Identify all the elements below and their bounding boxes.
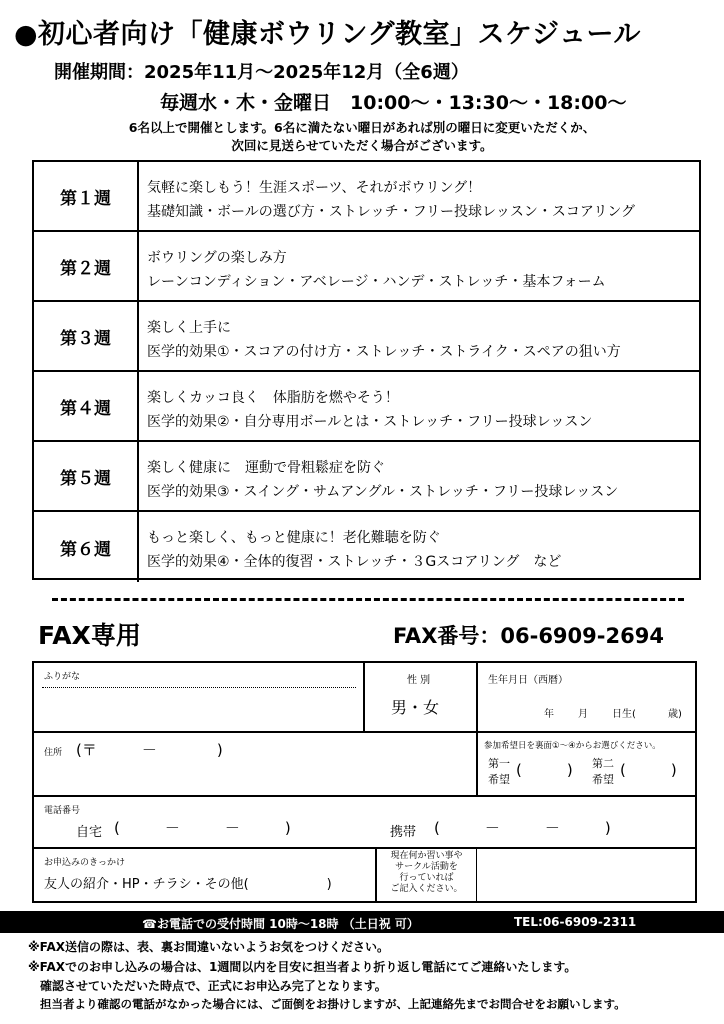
week-label: 第２週 bbox=[34, 232, 139, 300]
first-choice-label-2: 希望 bbox=[488, 773, 510, 786]
week-content bbox=[139, 372, 699, 440]
postal-code-input[interactable]: (〒 － ) bbox=[76, 741, 223, 759]
preferred-day-field bbox=[478, 733, 695, 797]
second-choice-label: 第二 bbox=[592, 757, 614, 770]
hobby-prompt-line-3: 行っていれば bbox=[399, 873, 454, 883]
home-phone-input[interactable]: ( － － ) bbox=[114, 819, 291, 837]
week-topic: 楽しく上手に bbox=[147, 320, 231, 336]
notice-line-1: 6名以上で開催とします。6名に満たない曜日があれば別の曜日に変更いただくか、 bbox=[128, 120, 596, 135]
furigana-label: ふりがな bbox=[44, 672, 81, 682]
week-topic: ボウリングの楽しみ方 bbox=[147, 250, 287, 266]
week-content bbox=[139, 512, 699, 582]
phone-field bbox=[34, 797, 695, 849]
schedule-row bbox=[34, 512, 699, 582]
schedule-row bbox=[34, 162, 699, 232]
hobby-prompt-line-4: ご記入ください。 bbox=[390, 884, 463, 894]
week-details: レーンコンディション・アベレージ・ハンデ・ストレッチ・基本フォーム bbox=[147, 274, 606, 290]
gender-field[interactable] bbox=[365, 663, 478, 733]
week-details: 医学的効果③・スイング・サムアングル・ストレッチ・フリー投球レッスン bbox=[147, 484, 619, 500]
gender-options[interactable]: 男・女 bbox=[391, 698, 440, 717]
hobby-prompt-line-2: サークル活動を bbox=[395, 862, 458, 872]
name-field[interactable] bbox=[34, 663, 365, 733]
week-topic: 気軽に楽しもう！生涯スポーツ、それがボウリング！ bbox=[147, 180, 482, 196]
footer-note-1: ※FAX送信の際は、表、裏お間違いないようお気をつけください。 bbox=[28, 940, 390, 954]
schedule-row bbox=[34, 372, 699, 442]
hobby-prompt-line-1: 現在何か習い事や bbox=[390, 851, 463, 861]
footer-note-2: ※FAXでのお申し込みの場合は、1週間以内を目安に担当者より折り返し電話にてご連絡いたします。 bbox=[28, 960, 577, 974]
birthdate-label: 生年月日（西暦） bbox=[488, 675, 568, 686]
footer-note-3: 確認させていただいた時点で、正式にお申込み完了となります。 bbox=[40, 979, 387, 993]
page-title: ●初心者向け「健康ボウリング教室」スケジュール bbox=[14, 19, 641, 50]
week-label: 第６週 bbox=[34, 512, 139, 582]
furigana-divider bbox=[42, 687, 356, 688]
age-unit: 歳) bbox=[668, 709, 682, 720]
second-choice-label-2: 希望 bbox=[592, 773, 614, 786]
fax-only-heading: FAX専用 bbox=[38, 621, 141, 650]
week-label: 第１週 bbox=[34, 162, 139, 230]
week-content bbox=[139, 232, 699, 300]
second-choice-input[interactable]: ( ) bbox=[620, 761, 677, 779]
cut-line-divider bbox=[52, 598, 684, 601]
week-topic: 楽しくカッコ良く 体脂肪を燃やそう！ bbox=[147, 390, 399, 406]
event-times: 毎週水・木・金曜日 10:00～・13:30～・18:00～ bbox=[160, 92, 627, 114]
hobby-input[interactable] bbox=[477, 849, 695, 901]
preferred-day-note: 参加希望日を裏面①～④からお選びください。 bbox=[484, 741, 661, 751]
birth-day-unit: 日生( bbox=[612, 709, 636, 720]
home-phone-label: 自宅 bbox=[76, 825, 103, 840]
week-details: 医学的効果①・スコアの付け方・ストレッチ・ストライク・スペアの狙い方 bbox=[147, 344, 621, 360]
schedule-row bbox=[34, 302, 699, 372]
first-choice-input[interactable]: ( ) bbox=[516, 761, 573, 779]
schedule-table bbox=[32, 160, 701, 580]
week-topic: 楽しく健康に 運動で骨粗鬆症を防ぐ bbox=[147, 460, 385, 476]
week-details: 基礎知識・ボールの選び方・ストレッチ・フリー投球レッスン・スコアリング bbox=[147, 204, 636, 220]
phone-number: TEL:06-6909-2311 bbox=[514, 915, 637, 929]
phone-hours: ☎お電話での受付時間 10時～18時 （土日祝 可） bbox=[142, 917, 419, 931]
week-label: 第３週 bbox=[34, 302, 139, 370]
mobile-phone-label: 携帯 bbox=[390, 825, 417, 840]
gender-label: 性 別 bbox=[407, 675, 431, 686]
address-field[interactable] bbox=[34, 733, 478, 797]
schedule-row bbox=[34, 232, 699, 302]
hobby-prompt bbox=[377, 851, 476, 895]
trigger-label: お申込みのきっかけ bbox=[44, 858, 126, 868]
week-topic: もっと楽しく、もっと健康に！老化難聴を防ぐ bbox=[147, 530, 441, 546]
first-choice-label: 第一 bbox=[488, 757, 510, 770]
birth-year-unit: 年 bbox=[544, 709, 554, 720]
week-details: 医学的効果④・全体的復習・ストレッチ・３Gスコアリング など bbox=[147, 554, 562, 570]
week-content bbox=[139, 442, 699, 510]
schedule-row bbox=[34, 442, 699, 512]
week-content bbox=[139, 302, 699, 370]
mobile-phone-input[interactable]: ( － － ) bbox=[434, 819, 611, 837]
phone-label: 電話番号 bbox=[44, 806, 81, 816]
footer-note-4: 担当者より確認の電話がなかった場合には、ご面倒をお掛けしますが、上記連絡先までお問合せをお願いします。 bbox=[40, 997, 626, 1011]
week-content bbox=[139, 162, 699, 230]
week-label: 第５週 bbox=[34, 442, 139, 510]
fax-number: FAX番号：06-6909-2694 bbox=[393, 624, 664, 648]
birth-month-unit: 月 bbox=[578, 709, 588, 720]
application-form bbox=[32, 661, 697, 903]
week-details: 医学的効果②・自分専用ボールとは・ストレッチ・フリー投球レッスン bbox=[147, 414, 593, 430]
phone-hours-bar bbox=[0, 911, 724, 933]
application-trigger-field[interactable] bbox=[34, 849, 377, 901]
week-label: 第４週 bbox=[34, 372, 139, 440]
trigger-options[interactable]: 友人の紹介・HP・チラシ・その他( ) bbox=[44, 877, 332, 892]
hobby-label-cell bbox=[377, 849, 477, 901]
address-label: 住所 bbox=[44, 748, 63, 758]
birthdate-field[interactable] bbox=[478, 663, 695, 733]
notice-line-2: 次回に見送らせていただく場合がございます。 bbox=[231, 138, 493, 153]
event-period: 開催期間：2025年11月～2025年12月（全6週） bbox=[54, 62, 469, 83]
